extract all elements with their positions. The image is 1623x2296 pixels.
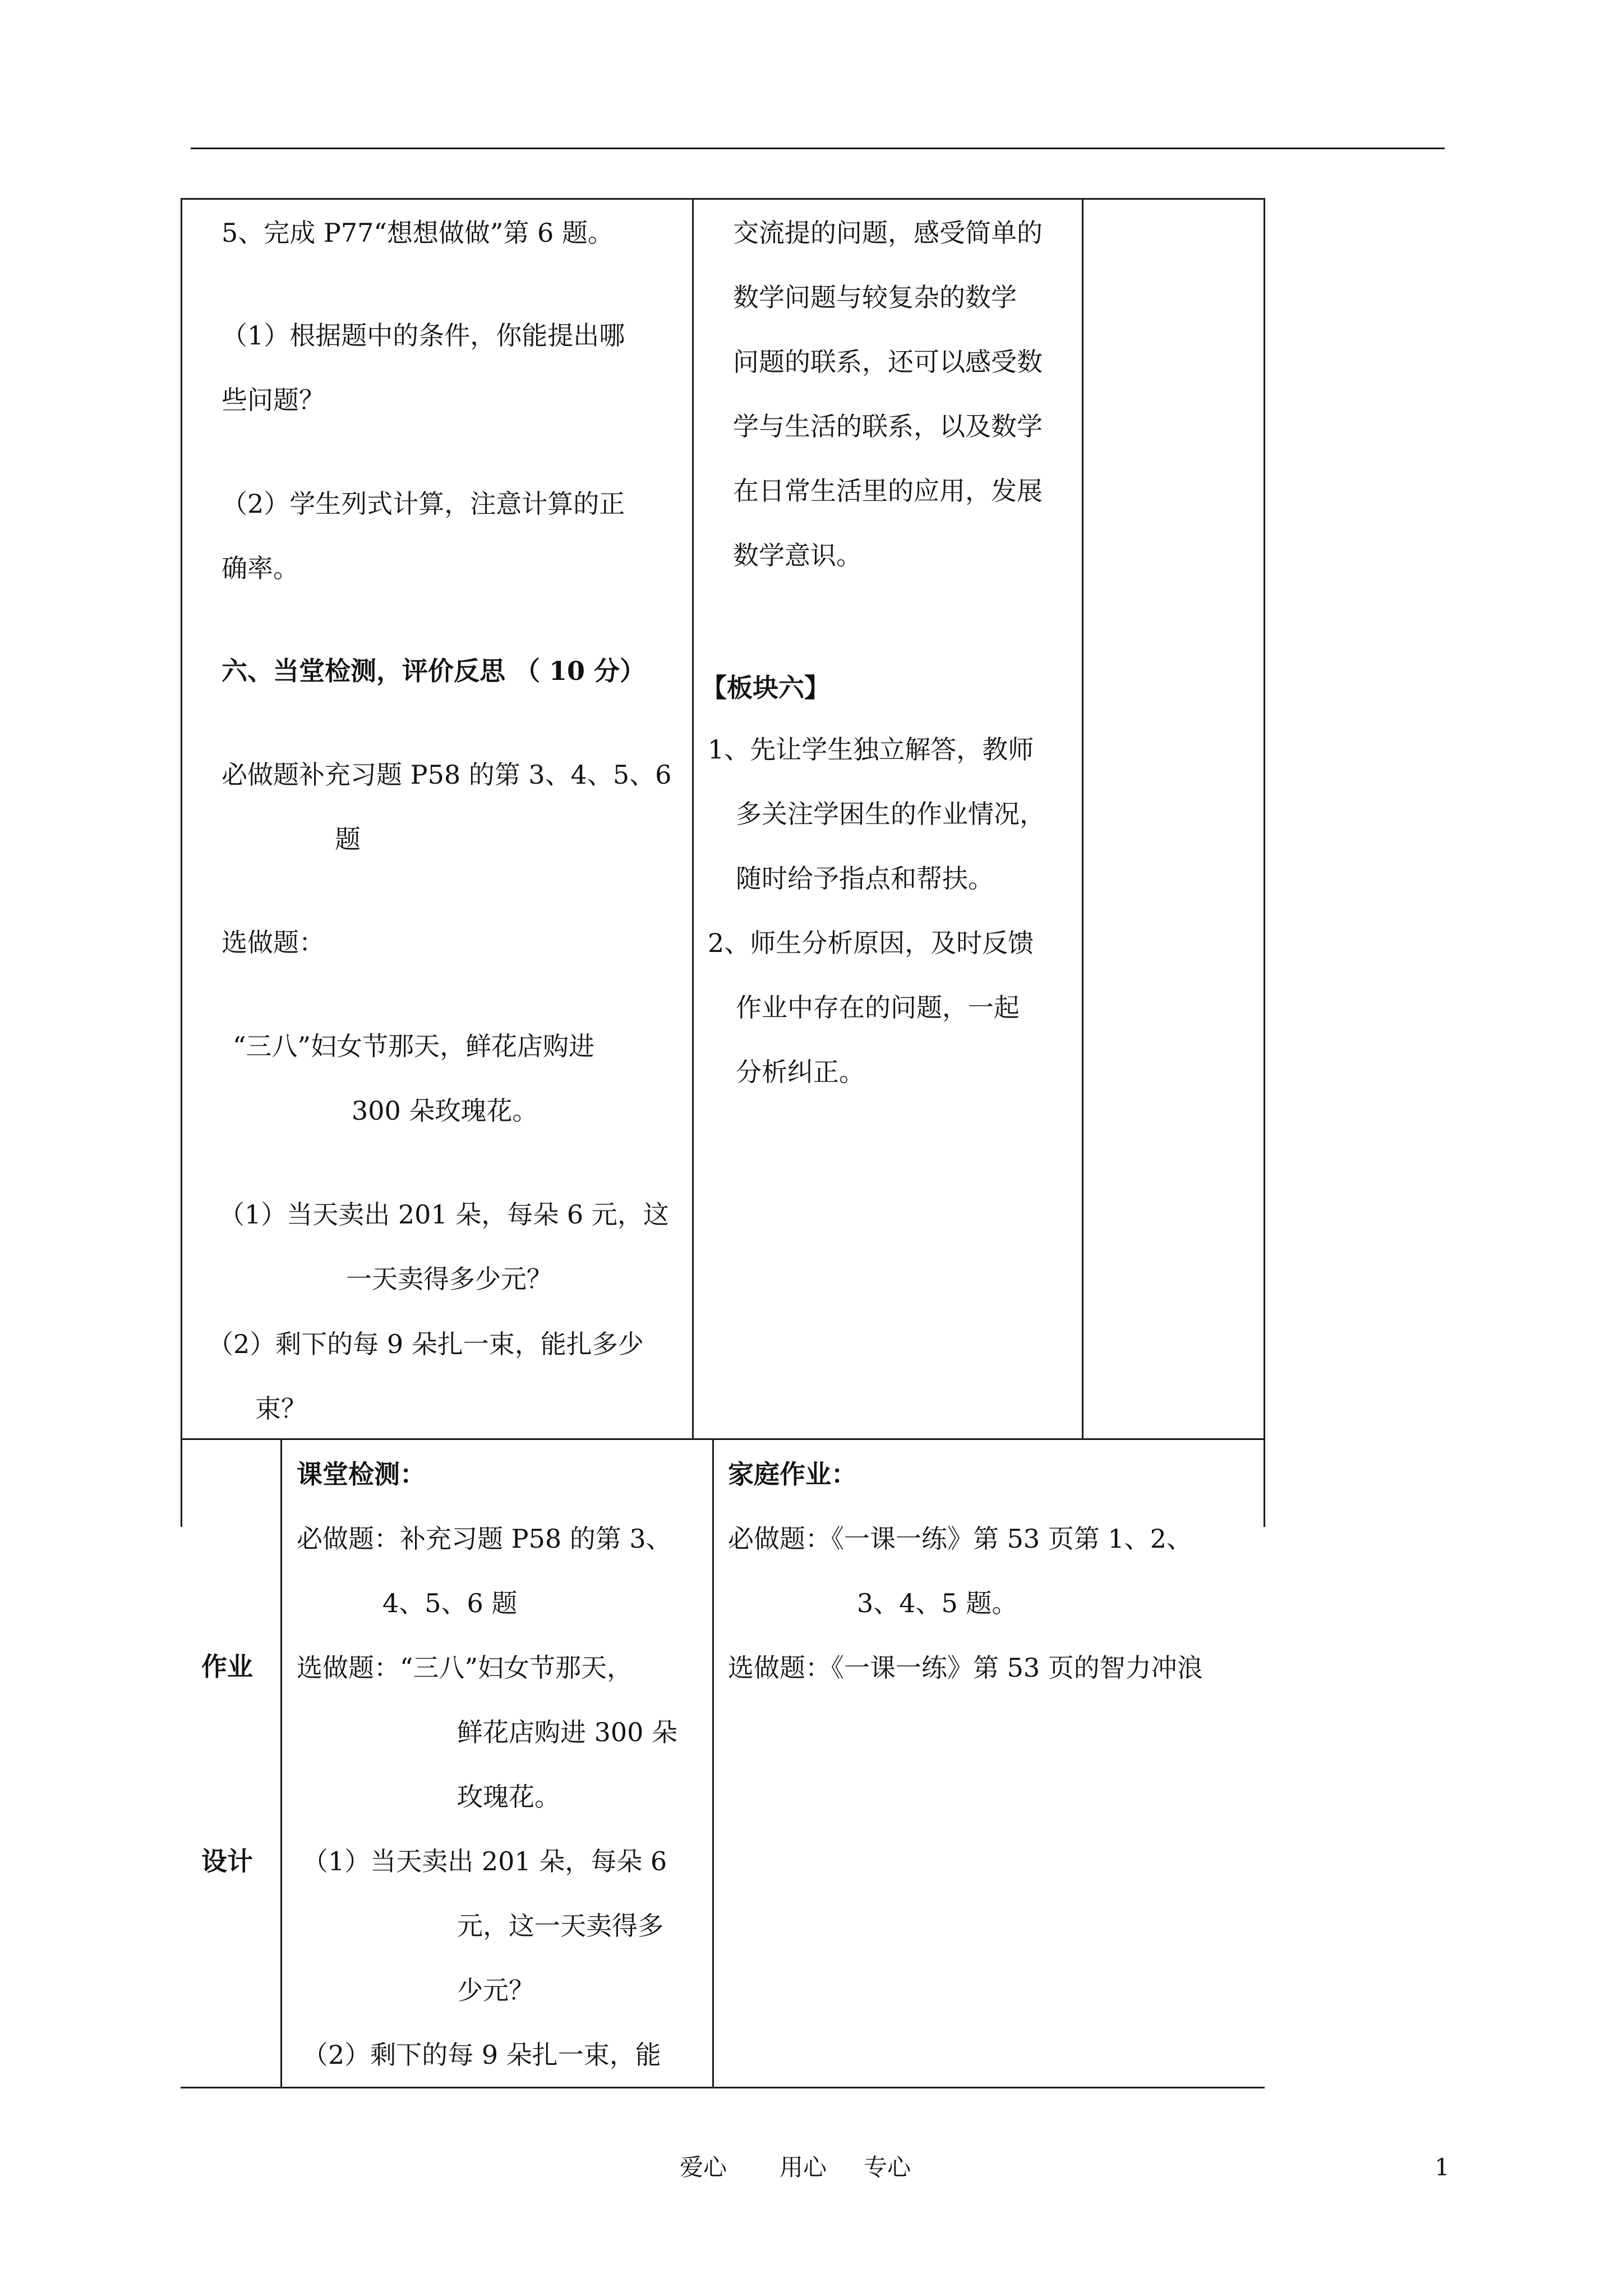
intent-line-5: 在日常生活里的应用，发展 <box>733 476 1043 506</box>
class-test-question-2: （2）剩下的每 9 朵扎一束，能 <box>302 2040 661 2070</box>
class-test-question-1-cont-2: 少元？ <box>457 1975 534 2005</box>
page-number: 1 <box>1435 2154 1450 2181</box>
footer-motto-effort: 用心 <box>780 2154 827 2181</box>
class-test-heading: 课堂检测： <box>297 1459 426 1489</box>
upper-table-top-border <box>181 198 1265 200</box>
module-6-step-1-cont: 多关注学困生的作业情况， <box>736 799 1045 829</box>
class-test-optional-cont-2: 玫瑰花。 <box>457 1782 560 1812</box>
class-test-optional: 选做题：“三八”妇女节那天， <box>297 1653 633 1683</box>
intent-line-2: 数学问题与较复杂的数学 <box>733 282 1017 312</box>
class-test-optional-cont: 鲜花店购进 300 朵 <box>457 1717 678 1747</box>
intent-line-1: 交流提的问题，感受简单的 <box>733 218 1043 248</box>
class-test-question-1-cont: 元，这一天卖得多 <box>457 1911 663 1941</box>
lower-table-column-divider <box>712 1438 714 2088</box>
upper-table-left-border <box>181 198 182 1527</box>
womens-day-problem-cont: 300 朵玫瑰花。 <box>352 1096 538 1126</box>
header-rule <box>191 148 1445 149</box>
task-5-step-1: （1）根据题中的条件，你能提出哪 <box>222 320 625 351</box>
section-6-heading: 六、当堂检测，评价反思 （ 10 分） <box>222 656 646 686</box>
upper-table-divider-1 <box>692 198 694 1439</box>
footer-motto-love: 爱心 <box>680 2154 727 2181</box>
task-5-step-2-cont: 确率。 <box>222 553 299 583</box>
upper-table-divider-2 <box>1082 198 1083 1439</box>
task-5-step-1-cont: 些问题？ <box>222 385 325 415</box>
module-6-heading: 【板块六】 <box>701 673 830 703</box>
upper-table-right-border <box>1264 198 1265 1527</box>
required-exercise-cont: 题 <box>335 824 361 854</box>
intent-line-6: 数学意识。 <box>733 540 862 570</box>
module-6-step-1-cont-2: 随时给予指点和帮扶。 <box>736 863 994 894</box>
table-row-separator <box>181 1438 1265 1440</box>
row-label-design: 设计 <box>201 1846 253 1876</box>
question-1-cont: 一天卖得多少元？ <box>346 1264 552 1294</box>
module-6-step-2-cont-2: 分析纠正。 <box>736 1057 865 1087</box>
module-6-step-1: 1、先让学生独立解答，教师 <box>708 734 1034 765</box>
intent-line-4: 学与生活的联系，以及数学 <box>733 411 1043 441</box>
module-6-step-2: 2、师生分析原因，及时反馈 <box>708 928 1034 958</box>
footer-motto-focus: 专心 <box>864 2154 911 2181</box>
homework-required: 必做题：《一课一练》第 53 页第 1、2、 <box>728 1524 1192 1554</box>
row-label-homework: 作业 <box>201 1651 253 1682</box>
intent-line-3: 问题的联系，还可以感受数 <box>733 347 1043 377</box>
lower-table-bottom-border <box>181 2087 1265 2088</box>
question-1: （1）当天卖出 201 朵，每朵 6 元，这 <box>219 1199 669 1230</box>
class-test-question-1: （1）当天卖出 201 朵，每朵 6 <box>302 1846 667 1876</box>
required-exercise: 必做题补充习题 P58 的第 3、4、5、6 <box>222 760 672 790</box>
class-test-required-cont: 4、5、6 题 <box>382 1588 518 1618</box>
module-6-step-2-cont: 作业中存在的问题，一起 <box>736 992 1020 1023</box>
task-5-heading: 5、完成 P77“想想做做”第 6 题。 <box>222 218 614 248</box>
question-2-cont: 束？ <box>255 1393 307 1424</box>
homework-optional: 选做题：《一课一练》第 53 页的智力冲浪 <box>728 1653 1203 1683</box>
class-test-required: 必做题：补充习题 P58 的第 3、 <box>297 1524 672 1554</box>
question-2: （2）剩下的每 9 朵扎一束，能扎多少 <box>208 1329 644 1359</box>
task-5-step-2: （2）学生列式计算，注意计算的正 <box>222 489 625 519</box>
homework-heading: 家庭作业： <box>728 1459 857 1489</box>
womens-day-problem: “三八”妇女节那天，鲜花店购进 <box>233 1031 595 1061</box>
optional-exercise-label: 选做题： <box>222 927 325 958</box>
homework-required-cont: 3、4、5 题。 <box>857 1588 1018 1618</box>
lower-table-label-divider <box>280 1438 282 2088</box>
